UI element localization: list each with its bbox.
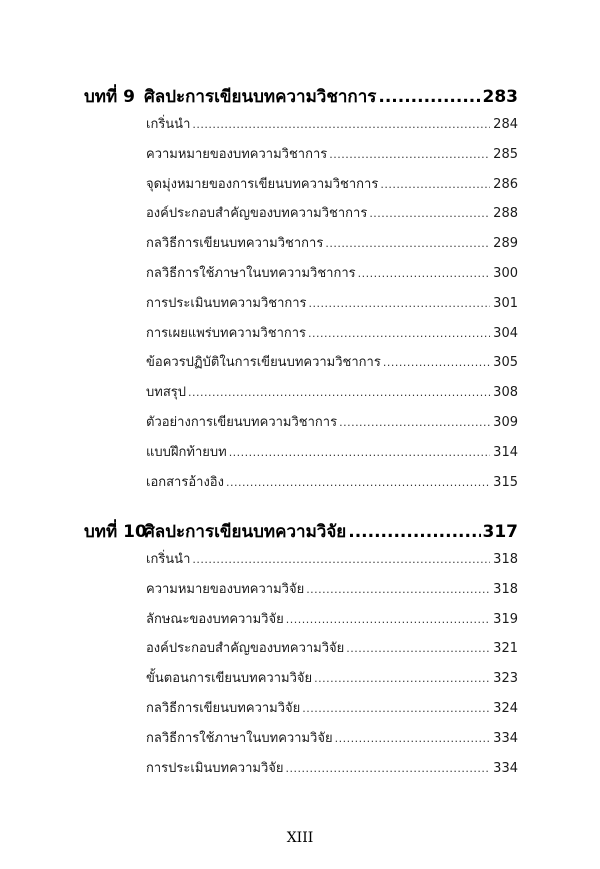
entry-title: เอกสารอ้างอิง <box>146 474 224 490</box>
entry-title: แบบฝึกท้ายบท <box>146 444 227 460</box>
toc-entry[interactable] <box>146 232 518 262</box>
entry-title: เกริ่นนำ <box>146 117 191 132</box>
entry-page-number: 286 <box>493 176 518 192</box>
entry-title: ข้อควรปฏิบัติในการเขียนบทความวิชาการ <box>146 355 381 371</box>
entry-page-number: 334 <box>493 730 518 746</box>
toc-entry[interactable] <box>146 667 518 697</box>
dot-leader <box>335 732 490 745</box>
dot-leader <box>192 118 490 131</box>
chapter-page-number: 317 <box>482 522 518 542</box>
dot-leader <box>286 762 491 775</box>
entry-title: บทสรุป <box>146 385 186 401</box>
entry-page-number: 301 <box>493 295 518 311</box>
entry-page-number: 284 <box>493 117 518 132</box>
entry-title: เกริ่นนำ <box>146 552 191 567</box>
entry-title: การประเมินบทความวิชาการ <box>146 295 307 311</box>
entry-title: ความหมายของบทความวิจัย <box>146 581 305 597</box>
dot-leader <box>348 522 480 542</box>
chapter-heading[interactable] <box>84 83 518 113</box>
entry-title: กลวิธีการเขียนบทความวิจัย <box>146 700 301 716</box>
entry-page-number: 315 <box>493 474 518 490</box>
dot-leader <box>346 642 490 655</box>
toc-entry[interactable] <box>146 471 518 501</box>
toc-entry-list <box>84 548 518 786</box>
entry-title: การเผยแพร่บทความวิชาการ <box>146 325 307 341</box>
dot-leader <box>188 386 490 399</box>
dot-leader <box>358 267 490 280</box>
dot-leader <box>286 613 490 626</box>
dot-leader <box>339 416 490 429</box>
toc-entry[interactable] <box>146 411 518 441</box>
entry-title: กลวิธีการใช้ภาษาในบทความวิจัย <box>146 730 333 746</box>
toc-entry[interactable] <box>146 262 518 292</box>
chapter-10 <box>84 518 518 786</box>
dot-leader <box>192 553 490 566</box>
chapter-heading[interactable] <box>84 518 518 548</box>
entry-page-number: 318 <box>493 581 518 597</box>
toc-entry[interactable] <box>146 173 518 203</box>
dot-leader <box>380 178 490 191</box>
entry-title: องค์ประกอบสำคัญของบทความวิจัย <box>146 641 345 657</box>
entry-page-number: 324 <box>493 700 518 716</box>
entry-page-number: 319 <box>493 611 518 627</box>
toc-entry[interactable] <box>146 757 518 787</box>
entry-page-number: 321 <box>493 641 518 657</box>
toc-entry-list <box>84 113 518 500</box>
dot-leader <box>302 702 490 715</box>
dot-leader <box>229 446 490 459</box>
chapter-label: บทที่ 9 <box>84 87 135 107</box>
entry-page-number: 300 <box>493 265 518 281</box>
entry-title: กลวิธีการเขียนบทความวิชาการ <box>146 236 324 252</box>
chapter-title: ศิลปะการเขียนบทความวิจัย <box>144 522 347 542</box>
toc-entry[interactable] <box>146 113 518 143</box>
entry-page-number: 304 <box>493 325 518 341</box>
toc-entry[interactable] <box>146 578 518 608</box>
entry-page-number: 314 <box>493 444 518 460</box>
dot-leader <box>314 672 490 685</box>
entry-page-number: 309 <box>493 414 518 430</box>
chapter-title: ศิลปะการเขียนบทความวิชาการ <box>144 87 377 107</box>
dot-leader <box>306 583 490 596</box>
page-number-folio: XIII <box>286 830 314 846</box>
toc-entry[interactable] <box>146 697 518 727</box>
toc-entry[interactable] <box>146 381 518 411</box>
toc-entry[interactable] <box>146 202 518 232</box>
entry-title: การประเมินบทความวิจัย <box>146 760 284 776</box>
dot-leader <box>378 87 480 107</box>
entry-title: องค์ประกอบสำคัญของบทความวิชาการ <box>146 206 368 222</box>
entry-title: ความหมายของบทความวิชาการ <box>146 146 328 162</box>
entry-title: ตัวอย่างการเขียนบทความวิชาการ <box>146 414 338 430</box>
toc-entry[interactable] <box>146 143 518 173</box>
dot-leader <box>329 148 490 161</box>
entry-page-number: 285 <box>493 146 518 162</box>
toc-entry[interactable] <box>146 548 518 578</box>
entry-page-number: 289 <box>493 236 518 252</box>
chapter-9 <box>84 83 518 500</box>
dot-leader <box>226 476 490 489</box>
entry-title: ลักษณะของบทความวิจัย <box>146 611 284 627</box>
entry-title: ขั้นตอนการเขียนบทความวิจัย <box>146 671 313 687</box>
toc-entry[interactable] <box>146 727 518 757</box>
dot-leader <box>309 297 490 310</box>
entry-page-number: 334 <box>493 760 518 776</box>
entry-page-number: 318 <box>493 552 518 567</box>
toc-entry[interactable] <box>146 608 518 638</box>
toc-entry[interactable] <box>146 637 518 667</box>
toc-entry[interactable] <box>146 351 518 381</box>
dot-leader <box>369 207 490 220</box>
entry-page-number: 308 <box>493 385 518 401</box>
chapter-page-number: 283 <box>482 87 518 107</box>
entry-title: จุดมุ่งหมายของการเขียนบทความวิชาการ <box>146 176 379 192</box>
dot-leader <box>325 237 490 250</box>
dot-leader <box>383 356 490 369</box>
toc-entry[interactable] <box>146 322 518 352</box>
entry-page-number: 323 <box>493 671 518 687</box>
chapter-label: บทที่ 10 <box>84 522 147 542</box>
entry-title: กลวิธีการใช้ภาษาในบทความวิชาการ <box>146 265 356 281</box>
dot-leader <box>308 327 490 340</box>
toc-entry[interactable] <box>146 441 518 471</box>
entry-page-number: 305 <box>493 355 518 371</box>
entry-page-number: 288 <box>493 206 518 222</box>
toc-entry[interactable] <box>146 292 518 322</box>
